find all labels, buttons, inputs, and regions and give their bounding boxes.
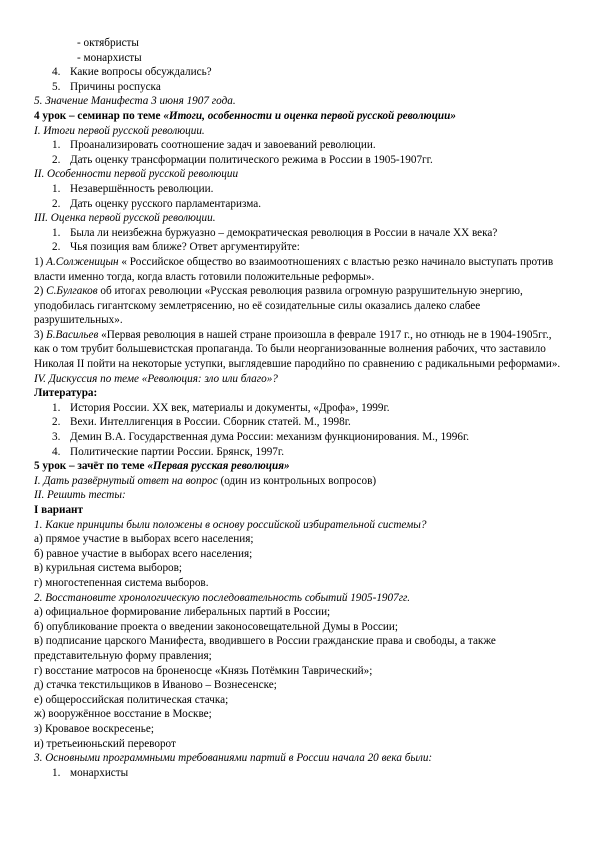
answer-option: б) равное участие в выборах всего населения; (34, 547, 253, 560)
answer-option: г) многостепенная система выборов. (34, 576, 209, 589)
list-item: 1. История России. ХХ век, материалы и документы, «Дрофа», 1999г. (52, 401, 390, 414)
answer-option: е) общероссийская политическая стачка; (34, 693, 229, 706)
question-title: 3. Основными программными требованиями партий в России начала 20 века были: (34, 752, 433, 765)
list-item: 2. Дать оценку русского парламентаризма. (52, 197, 262, 210)
quote-paragraph: 2) С.Булгаков об итогах революции «Русская революция развила огромную разрушительную энергию, уподобилась гигантскому землетрясению, но её созидательные силы оказались далеко слабее разрушительных». (34, 285, 523, 327)
answer-option: г) восстание матросов на броненосце «Князь Потёмкин Таврический»; (34, 664, 373, 677)
question-title: 2. Восстановите хронологическую последовательность событий 1905-1907гг. (34, 591, 411, 604)
quote-author: Б.Васильев (46, 328, 99, 341)
document-page (34, 36, 564, 780)
question-title: 1. Какие принципы были положены в основу российской избирательной системы? (34, 518, 427, 531)
list-item: 4. Какие вопросы обсуждались? (52, 66, 212, 79)
literature-heading: Литература: (34, 387, 98, 400)
section-heading: III. Оценка первой русской революции. (34, 212, 216, 225)
list-item: 1. Проанализировать соотношение задач и завоеваний революции. (52, 139, 376, 152)
list-item: 5. Причины роспуска (52, 80, 161, 93)
section-heading: IV. Дискуссия по теме «Революция: зло или благо»? (34, 372, 278, 385)
list-item: 1. Незавершённость революции. (52, 182, 214, 195)
task-line: I. Дать развёрнутый ответ на вопрос (один из контрольных вопросов) (34, 474, 377, 487)
list-item: 1. монархисты (52, 766, 129, 779)
list-item: 2. Вехи. Интеллигенция в России. Сборник статей. М., 1998г. (52, 416, 351, 429)
task-line: II. Решить тесты: (34, 489, 126, 502)
list-item: 2. Чья позиция вам ближе? Ответ аргументируйте: (52, 241, 300, 254)
answer-option: а) прямое участие в выборах всего населения; (34, 533, 254, 546)
quote-paragraph: 3) Б.Васильев «Первая революция в нашей стране произошла в феврале 1917 г., но отнюдь не в 1904-1905гг., как о том трубит большевистская пропаганда. То были неорганизованные волнения рабочих, что заставило Николая II пойти на некоторые уступки, выглядевшие пародийно по сравнению с радикальными реформами». (34, 328, 561, 371)
lesson-5-heading: 5 урок – зачёт по теме «Первая русская революция» (34, 460, 290, 473)
list-item: - октябристы (77, 37, 139, 49)
answer-option: б) опубликование проекта о введении законосовещательной Думы в России; (34, 620, 399, 633)
answer-option: в) подписание царского Манифеста, вводившего в России гражданские права и свободы, а также представительную форму правления; (34, 635, 496, 662)
answer-option: ж) вооружённое восстание в Москве; (34, 708, 212, 721)
list-item: 3. Демин В.А. Государственная дума России: механизм функционирования. М., 1996г. (52, 431, 470, 444)
answer-option: и) третьеиюньский переворот (34, 737, 176, 750)
section-heading: II. Особенности первой русской революции (34, 168, 239, 181)
list-item: - монархисты (77, 51, 142, 64)
answer-option: а) официальное формирование либеральных партий в России; (34, 606, 331, 619)
list-item: 2. Дать оценку трансформации политического режима в России в 1905-1907гг. (52, 153, 433, 166)
quote-paragraph: 1) А.Солженицын « Российское общество во взаимоотношениях с властью резко начинало выступать против власти именно тогда, когда власть готовили положительные реформы». (34, 255, 554, 283)
list-item: 4. Политические партии России. Брянск, 1997г. (52, 445, 285, 458)
lesson-4-heading: 4 урок – семинар по теме «Итоги, особенности и оценка первой русской революции» (34, 109, 456, 122)
answer-option: в) курильная система выборов; (34, 562, 183, 575)
answer-option: з) Кровавое воскресенье; (34, 722, 154, 735)
quote-author: С.Булгаков (46, 285, 98, 298)
quote-author: А.Солженицын (46, 255, 119, 268)
list-item: 1. Была ли неизбежна буржуазно – демократическая революция в России в начале ХХ века? (52, 226, 498, 239)
answer-option: д) стачка текстильщиков в Иваново – Вознесенске; (34, 679, 277, 692)
section-heading: 5. Значение Манифеста 3 июня 1907 года. (34, 95, 236, 108)
variant-heading: I вариант (34, 504, 83, 516)
section-heading: I. Итоги первой русской революции. (34, 124, 205, 137)
